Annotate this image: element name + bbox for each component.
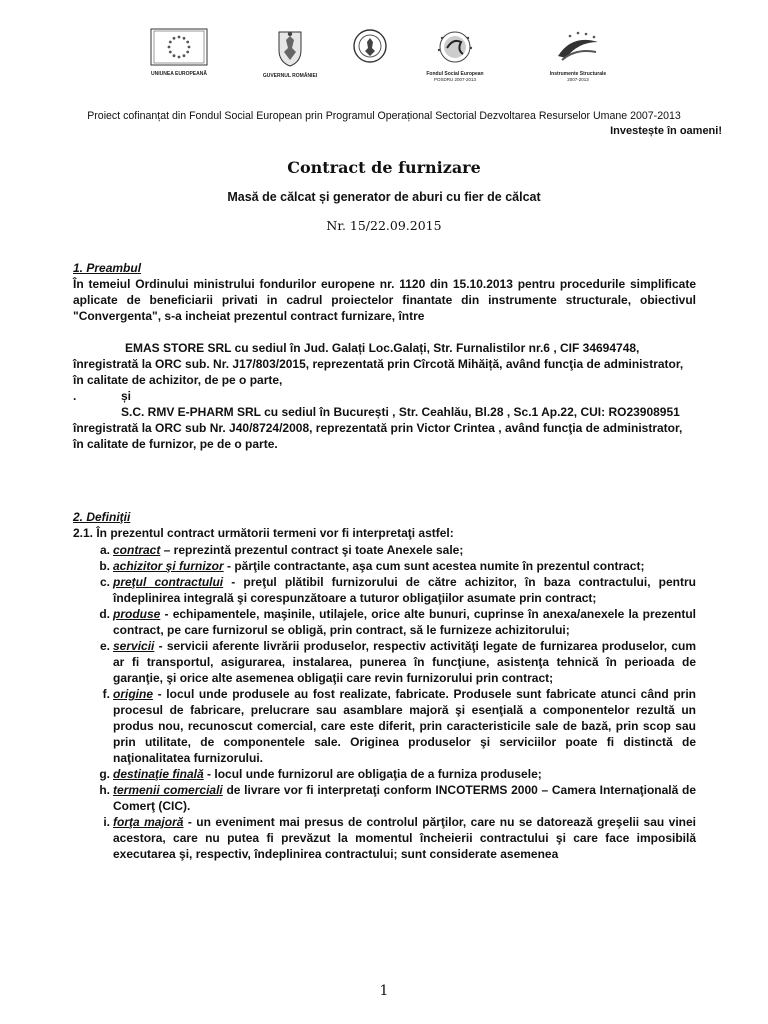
definition-term: produse (113, 607, 161, 621)
logo-caption-structural: Instrumente Structurale (549, 71, 607, 77)
definition-letter: a. (99, 543, 110, 557)
contract-number: Nr. 15/22.09.2015 (326, 218, 442, 233)
definition-term: achizitor şi furnizor (113, 559, 224, 573)
definition-letter: d. (99, 607, 110, 621)
definition-text: - servicii aferente livrării produselor, respectiv activităţi legate de furnizarea produselor, cum ar fi transportul, asigurarea, instalarea, punerea în funcţiune, asistenţa tehnică în perioada de garanţie, şi orice alte asemenea obligaţii care revin furnizorului prin contract; (113, 639, 696, 685)
and-separator-dot: . (73, 389, 77, 403)
definition-text: - echipamentele, maşinile, utilajele, orice alte bunuri, cuprinse în anexa/anexele la prezentul contract, pe care furnizorul se obligă, prin contract, să le furnizeze achizitorului; (113, 607, 696, 637)
logo-caption-eu: UNIUNEA EUROPEANĂ (151, 71, 207, 77)
definition-term: origine (113, 687, 154, 701)
definition-item (73, 574, 696, 606)
party-furnizor-text: S.C. RMV E-PHARM SRL cu sediul în București , Str. Ceahlău, Bl.28 , Sc.1 Ap.22, CUI: RO23908951 înregistrată la ORC sub Nr. J40/8724/2008, reprezentată prin Victor Crintea , având funcţia de administrator, în calitate de furnizor, pe de o parte. (73, 405, 683, 451)
definition-letter: e. (99, 639, 110, 653)
definition-text: - un eveniment mai presus de controlul părţilor, care nu se datorează greşelii sau vinei acestora, care nu putea fi prevăzut la momentul încheierii contractului şi care face imposibilă executarea şi, respectiv, îndeplinirea contractului; sunt considerate asemenea (113, 815, 696, 861)
fse-emblem-icon (433, 28, 477, 66)
preamble-paragraph: În temeiul Ordinului ministrului fondurilor europene nr. 1120 din 15.10.2013 pentru procedurile simplificate aplicate de beneficiarii privati in cadrul proiectelor finantate din instrumente structurale, obiectivul "Convergenta", s-a incheiat prezentul contract furnizare, între (73, 277, 696, 323)
logo-caption-fse: Fondul Social European (426, 71, 484, 77)
fse-logo (420, 28, 490, 82)
definition-item (73, 782, 696, 814)
definition-text: de livrare vor fi interpretaţi conform INCOTERMS 2000 – Camera Internaţională de Comerţ (CIC). (113, 783, 696, 813)
seal-icon (352, 28, 388, 64)
definition-letter: i. (103, 815, 110, 829)
definition-letter: g. (99, 767, 110, 781)
logo-caption-fse-sub: POSDRU 2007-2013 (433, 77, 477, 82)
party-achizitor-text: EMAS STORE SRL cu sediul în Jud. Galați Loc.Galați, Str. Furnalistilor nr.6 , CIF 34694748, înregistrată la ORC sub. Nr. J17/803/2015, reprezentată prin Cîrcotă Mihăiță, având funcţia de administrator, în calitate de achizitor, de pe o parte, (73, 341, 684, 387)
document-title: Contract de furnizare (287, 158, 481, 177)
logo-header (150, 28, 620, 90)
section-heading-definitions: 2. Definiţii (73, 510, 131, 524)
ministry-seal-logo (350, 28, 390, 69)
definition-term: termenii comerciali (113, 783, 223, 797)
definition-text: - părţile contractante, aşa cum sunt acestea numite în prezentul contract; (223, 559, 645, 573)
definition-text: - locul unde produsele au fost realizate, fabricate. Produsele sunt fabricate atunci când prin procesul de fabricare, prelucrare sau asamblare majoră şi esenţială a componentelor rezultă un produs nou, recunoscut comercial, care este diferit, prin caracteristicile sale de bază, prin scop sau prin utilitate, de componentele sale. Originea produselor şi serviciilor poate fi distinctă de naţionalitatea furnizorului. (113, 687, 696, 765)
party-furnizor-block (73, 404, 696, 452)
section-heading-preamble: 1. Preambul (73, 261, 142, 275)
definition-term: servicii (113, 639, 155, 653)
definition-item (73, 686, 696, 766)
government-crest-logo (260, 28, 320, 79)
definition-text: - locul unde furnizorul are obligaţia de a furniza produsele; (203, 767, 542, 781)
definition-letter: b. (99, 559, 110, 573)
project-cofinancing-line: Proiect cofinanțat din Fondul Social European prin Programul Operațional Sectorial Dezvoltarea Resurselor Umane 2007-2013 (87, 110, 681, 122)
definition-item (73, 638, 696, 686)
definition-item (73, 606, 696, 638)
definition-item (73, 766, 696, 782)
definitions-intro: 2.1. În prezentul contract următorii termeni vor fi interpretaţi astfel: (73, 526, 454, 540)
definitions-list (73, 542, 696, 862)
party-achizitor-first-line (73, 340, 696, 388)
eu-flag-icon (150, 28, 208, 66)
structural-instruments-logo (540, 28, 616, 82)
page-number: 1 (379, 983, 389, 999)
definition-text: - preţul plătibil furnizorului de către achizitor, în baza contractului, pentru îndeplinirea integrală şi corespunzătoare a tuturor obligaţiilor asumate prin contract; (113, 575, 696, 605)
definition-letter: h. (99, 783, 110, 797)
definition-term: preţul contractului (113, 575, 224, 589)
logo-caption-structural-sub: 2007-2013 (567, 77, 589, 82)
definition-text: – reprezintă prezentul contract şi toate Anexele sale; (160, 543, 464, 557)
definition-letter: f. (102, 687, 110, 701)
definition-item (73, 542, 696, 558)
eu-flag-logo (150, 28, 208, 77)
invest-slogan: Investește în oameni! (610, 125, 722, 137)
definition-letter: c. (99, 575, 110, 589)
and-separator-word: și (121, 389, 132, 403)
definition-item (73, 814, 696, 862)
structural-instruments-icon (552, 28, 604, 66)
document-subtitle: Masă de călcat și generator de aburi cu fier de călcat (227, 190, 541, 204)
definition-item (73, 558, 696, 574)
definition-term: destinaţie finală (113, 767, 204, 781)
logo-caption-government: GUVERNUL ROMÂNIEI (262, 73, 318, 79)
definition-term: forţa majoră (113, 815, 184, 829)
coat-of-arms-icon (275, 28, 305, 68)
definition-term: contract (113, 543, 161, 557)
